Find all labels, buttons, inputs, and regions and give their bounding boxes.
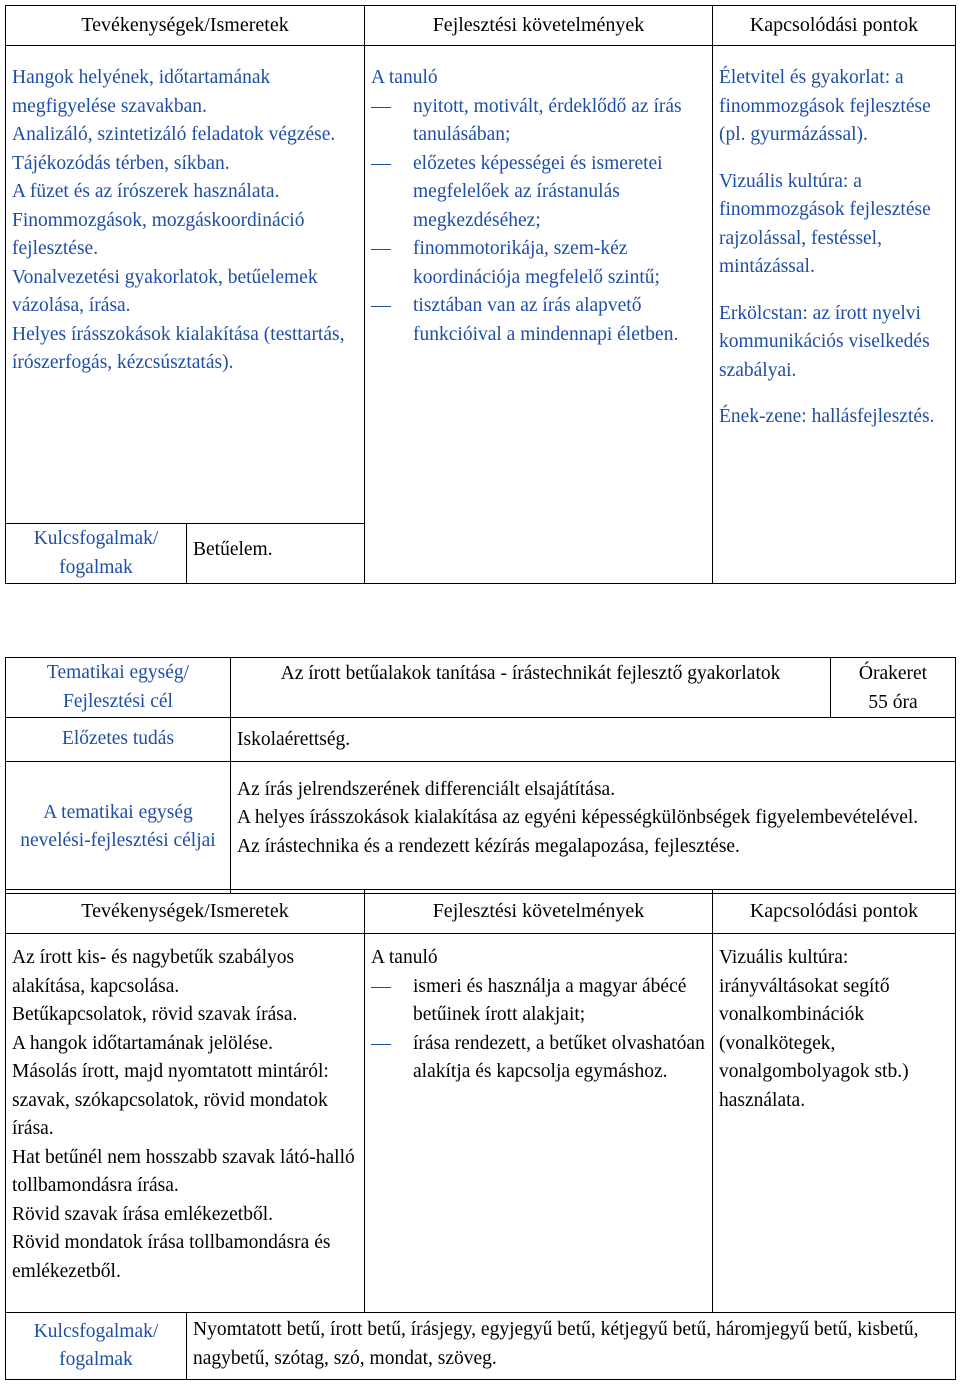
activities-cell: [6, 46, 365, 524]
header-activities: Tevékenységek/Ismeretek: [6, 6, 365, 46]
key-concepts-label-line2: fogalmak: [59, 556, 133, 578]
hours-cell: [831, 658, 956, 718]
activities-cell: [6, 934, 365, 1313]
requirements-cell: [365, 934, 713, 1313]
activity-item: Tájékozódás térben, síkban.: [12, 152, 230, 174]
activity-item: Finommozgások, mozgáskoordináció fejlesztése.: [12, 209, 305, 259]
activity-item: Hangok helyének, időtartamának megfigyelése szavakban.: [12, 67, 271, 117]
curriculum-table-1: [5, 5, 956, 584]
key-concepts-label-line2: fogalmak: [59, 1349, 133, 1370]
goal-item: Az írás jelrendszerének differenciált elsajátítása.: [237, 778, 616, 800]
requirement-item: írása rendezett, a betűket olvashatóan alakítja és kapcsolja egymáshoz.: [371, 1030, 706, 1087]
connections-cell: [713, 46, 956, 584]
connection-item: Életvitel és gyakorlat: a finommozgások fejlesztése (pl. gyurmázással).: [719, 67, 931, 145]
hours-label: Órakeret: [858, 663, 928, 684]
requirements-intro: A tanuló: [371, 67, 438, 88]
key-concepts-value: Nyomtatott betű, írott betű, írásjegy, egyjegyű betű, kétjegyű betű, háromjegyű betű, kisbetű, nagybetű, szótag, szó, mondat, szöveg.: [187, 1313, 956, 1380]
connection-item: Ének-zene: hallásfejlesztés.: [719, 406, 935, 427]
activity-item: A hangok időtartamának jelölése.: [12, 1032, 274, 1054]
hours-value: 55 óra: [868, 691, 918, 713]
requirements-list: [371, 973, 706, 1087]
prior-knowledge-label: Előzetes tudás: [6, 718, 231, 762]
connections-cell: [713, 934, 956, 1313]
activity-item: Analizáló, szintetizáló feladatok végzése.: [12, 124, 336, 145]
header-activities: Tevékenységek/Ismeretek: [6, 890, 365, 934]
curriculum-table-2-detail: [5, 889, 956, 1380]
activity-item: Rövid szavak írása emlékezetből.: [12, 1203, 273, 1225]
activity-item: A füzet és az írószerek használata.: [12, 181, 280, 202]
unit-label-line2: Fejlesztési cél: [63, 690, 173, 712]
connection-item: Erkölcstan: az írott nyelvi kommunikációs viselkedés szabályai.: [719, 302, 930, 381]
key-concepts-label-line1: Kulcsfogalmak/: [33, 528, 159, 549]
unit-title: Az írott betűalakok tanítása - írástechnikát fejlesztő gyakorlatok: [231, 658, 831, 718]
activity-item: Másolás írott, majd nyomtatott mintáról: szavak, szókapcsolatok, rövid mondatok írása.: [12, 1061, 329, 1139]
key-concepts-value: Betűelem.: [187, 524, 365, 584]
activity-item: Helyes írásszokások kialakítása (testtartás, írószerfogás, kézcsúsztatás).: [12, 323, 345, 373]
requirement-item: tisztában van az írás alapvető funkcióival a mindennapi életben.: [371, 292, 706, 349]
activity-item: Vonalvezetési gyakorlatok, betűelemek vázolása, írása.: [12, 266, 318, 316]
connection-item: Vizuális kultúra: irányváltásokat segítő vonalkombinációk (vonalkötegek, vonalgombolyagok stb.) használata.: [719, 947, 909, 1111]
requirement-item: finommotorikája, szem-kéz koordinációja megfelelő szintű;: [371, 235, 706, 292]
key-concepts-label-line1: Kulcsfogalmak/: [33, 1320, 159, 1342]
requirements-list: [371, 93, 706, 350]
header-requirements: Fejlesztési követelmények: [365, 890, 713, 934]
activity-item: Az írott kis- és nagybetűk szabályos alakítása, kapcsolása.: [12, 947, 295, 997]
curriculum-table-2: [5, 657, 956, 894]
key-concepts-label: [6, 524, 187, 584]
goals-label: A tematikai egység nevelési-fejlesztési céljai: [6, 761, 231, 893]
requirements-intro: A tanuló: [371, 947, 438, 968]
activity-item: Betűkapcsolatok, rövid szavak írása.: [12, 1004, 298, 1025]
unit-label: [6, 658, 231, 718]
activity-item: Hat betűnél nem hosszabb szavak látó-halló tollbamondásra írása.: [12, 1146, 355, 1196]
goal-item: A helyes írásszokások kialakítása az egyéni képességkülönbségek figyelembevételével.: [237, 807, 919, 828]
header-requirements: Fejlesztési követelmények: [365, 6, 713, 46]
activity-item: Rövid mondatok írása tollbamondásra és emlékezetből.: [12, 1232, 331, 1282]
requirement-item: ismeri és használja a magyar ábécé betűinek írott alakjait;: [371, 973, 706, 1030]
requirements-cell: [365, 46, 713, 584]
header-connections: Kapcsolódási pontok: [713, 890, 956, 934]
prior-knowledge-value: Iskolaérettség.: [231, 718, 956, 762]
connection-item: Vizuális kultúra: a finommozgások fejlesztése rajzolással, festéssel, mintázással.: [719, 170, 931, 277]
requirement-item: nyitott, motivált, érdeklődő az írás tanulásában;: [371, 93, 706, 150]
key-concepts-label: [6, 1313, 187, 1380]
goal-item: Az írástechnika és a rendezett kézírás megalapozása, fejlesztése.: [237, 835, 740, 857]
requirement-item: előzetes képességei és ismeretei megfelelőek az írástanulás megkezdéséhez;: [371, 150, 706, 236]
unit-label-line1: Tematikai egység/: [46, 662, 190, 683]
header-connections: Kapcsolódási pontok: [713, 6, 956, 46]
goals-cell: [231, 761, 956, 893]
